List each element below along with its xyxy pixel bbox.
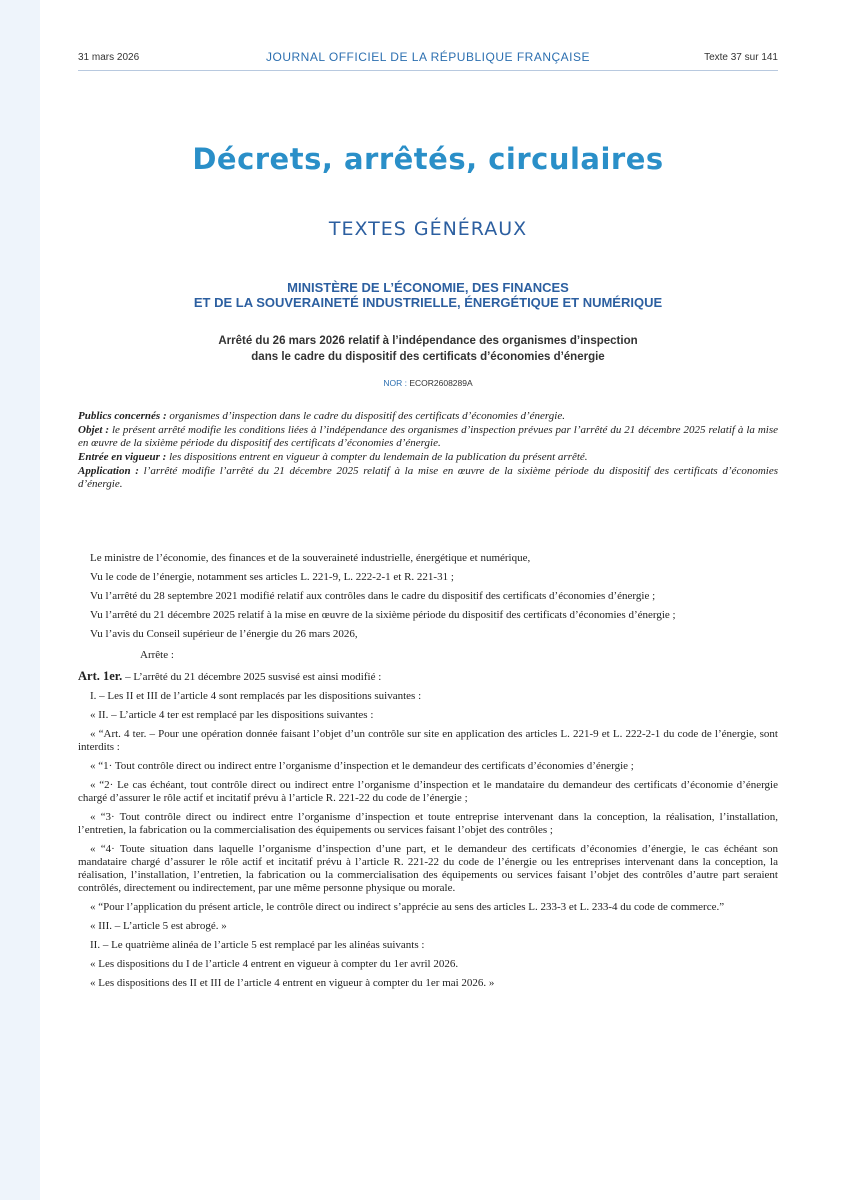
body-paragraph: « “3· Tout contrôle direct ou indirect entre l’organisme d’inspection et toute entreprise intervenant dans la conception, la réalisation, l’installation, l’entretien, la fabrication ou la commercialisation des équipements ou services faisant l’objet des contrôles ; xyxy=(78,811,778,836)
body-paragraph: « “2· Le cas échéant, tout contrôle direct ou indirect entre l’organisme d’inspection et le mandataire du demandeur des certificats d’économie d’énergie chargé d’assurer le rôle actif et incitatif prévu à l’article R. 221-22 du code de l’énergie ; xyxy=(78,779,778,804)
body-paragraph: « Les dispositions des II et III de l’article 4 entrent en vigueur à compter du 1er mai 2026. » xyxy=(90,977,495,989)
body-paragraph: « “Pour l’application du présent article, le contrôle direct ou indirect s’apprécie au sens des articles L. 233-3 et L. 233-4 du code de commerce.” xyxy=(90,901,725,913)
header-divider xyxy=(78,70,778,71)
decree-title-line-1: Arrêté du 26 mars 2026 relatif à l’indépendance des organismes d’inspection xyxy=(218,335,638,347)
visa-paragraph: Vu l’arrêté du 21 décembre 2025 relatif à la mise en œuvre de la sixième période du dispositif des certificats d’économies d’énergie ; xyxy=(90,609,676,621)
text-number: Texte 37 sur 141 xyxy=(704,52,778,63)
ministry-heading xyxy=(78,280,778,310)
visa-paragraph: Vu l’avis du Conseil supérieur de l’énergie du 26 mars 2026, xyxy=(90,628,358,640)
nor-reference xyxy=(78,378,778,388)
summary-label: Entrée en vigueur : xyxy=(78,451,167,463)
section-title: Décrets, arrêtés, circulaires xyxy=(192,142,664,176)
nor-label: NOR : xyxy=(383,378,407,388)
article-1-paragraph xyxy=(78,670,778,684)
article-text: – L’arrêté du 21 décembre 2025 susvisé est ainsi modifié : xyxy=(122,671,382,683)
summary-label: Application : xyxy=(78,465,139,477)
body-paragraph: I. – Les II et III de l’article 4 sont remplacés par les dispositions suivantes : xyxy=(90,690,422,702)
body-paragraph: « “4· Toute situation dans laquelle l’organisme d’inspection d’une part, et le demandeur des certificats d’économies d’énergie, le cas échéant son mandataire chargé d’assurer le rôle actif et incitatif prévu à l’article R. 221-22 du code de l’énergie ou les entreprises intervenant dans la conception, la réalisation, l’installation, l’entretien, la fabrication ou la commercialisation des équipements ou services faisant l’objet des contrôles d’autre part seraient contrôlés, directement ou indirectement, par une même personne physique ou morale. xyxy=(78,843,778,894)
body-paragraph: « “1· Tout contrôle direct ou indirect entre l’organisme d’inspection et le demandeur des certificats d’économies d’énergie ; xyxy=(90,760,634,772)
summary-label: Objet : xyxy=(78,424,110,436)
ministry-line-1: MINISTÈRE DE L’ÉCONOMIE, DES FINANCES xyxy=(287,280,569,295)
summary-publics xyxy=(78,410,778,423)
arrete-paragraph: Arrête : xyxy=(140,649,174,661)
publication-date: 31 mars 2026 xyxy=(78,52,140,63)
decree-title xyxy=(78,333,778,365)
summary-objet xyxy=(78,424,778,450)
journal-title: JOURNAL OFFICIEL DE LA RÉPUBLIQUE FRANÇAISE xyxy=(265,50,590,64)
minister-paragraph: Le ministre de l’économie, des finances et de la souveraineté industrielle, énergétique et numérique, xyxy=(90,552,531,564)
body-paragraph: « Les dispositions du I de l’article 4 entrent en vigueur à compter du 1er avril 2026. xyxy=(90,958,459,970)
summary-entree xyxy=(78,451,778,464)
decree-body xyxy=(78,552,778,996)
summary-application xyxy=(78,465,778,491)
subsection-title: TEXTES GÉNÉRAUX xyxy=(328,218,528,240)
body-paragraph: « II. – L’article 4 ter est remplacé par les dispositions suivantes : xyxy=(90,709,374,721)
decree-summary xyxy=(78,410,778,492)
decree-title-line-2: dans le cadre du dispositif des certificats d’économies d’énergie xyxy=(251,351,605,363)
body-paragraph: « III. – L’article 5 est abrogé. » xyxy=(90,920,227,932)
ministry-line-2: ET DE LA SOUVERAINETÉ INDUSTRIELLE, ÉNERGÉTIQUE ET NUMÉRIQUE xyxy=(193,295,663,310)
body-paragraph: II. – Le quatrième alinéa de l’article 5 est remplacé par les alinéas suivants : xyxy=(90,939,425,951)
summary-text: le présent arrêté modifie les conditions liées à l’indépendance des organismes d’inspection prévues par l’arrêté du 21 décembre 2025 relatif à la mise en œuvre de la sixième période du dispositif des certificats d’économies d’énergie. xyxy=(78,424,778,449)
page-margin-band xyxy=(0,0,40,1200)
nor-code: ECOR2608289A xyxy=(409,378,473,388)
summary-label: Publics concernés : xyxy=(78,410,167,422)
body-paragraph: « “Art. 4 ter. – Pour une opération donnée faisant l’objet d’un contrôle sur site en application des articles L. 221-9 et L. 222-2-1 du code de l’énergie, sont interdits : xyxy=(78,728,778,753)
journal-page xyxy=(78,0,778,1200)
summary-text: les dispositions entrent en vigueur à compter du lendemain de la publication du présent arrêté. xyxy=(166,451,588,463)
visa-paragraph: Vu l’arrêté du 28 septembre 2021 modifié relatif aux contrôles dans le cadre du dispositif des certificats d’économies d’énergie ; xyxy=(90,590,656,602)
summary-text: l’arrêté modifie l’arrêté du 21 décembre 2025 relatif à la mise en œuvre de la sixième période du dispositif des certificats d’économies d’énergie. xyxy=(78,465,778,490)
running-header xyxy=(78,48,778,66)
visa-paragraph: Vu le code de l’énergie, notamment ses articles L. 221-9, L. 222-2-1 et R. 221-31 ; xyxy=(90,571,454,583)
summary-text: organismes d’inspection dans le cadre du dispositif des certificats d’économies d’énergie. xyxy=(166,410,565,422)
article-label: Art. 1er. xyxy=(78,669,123,683)
